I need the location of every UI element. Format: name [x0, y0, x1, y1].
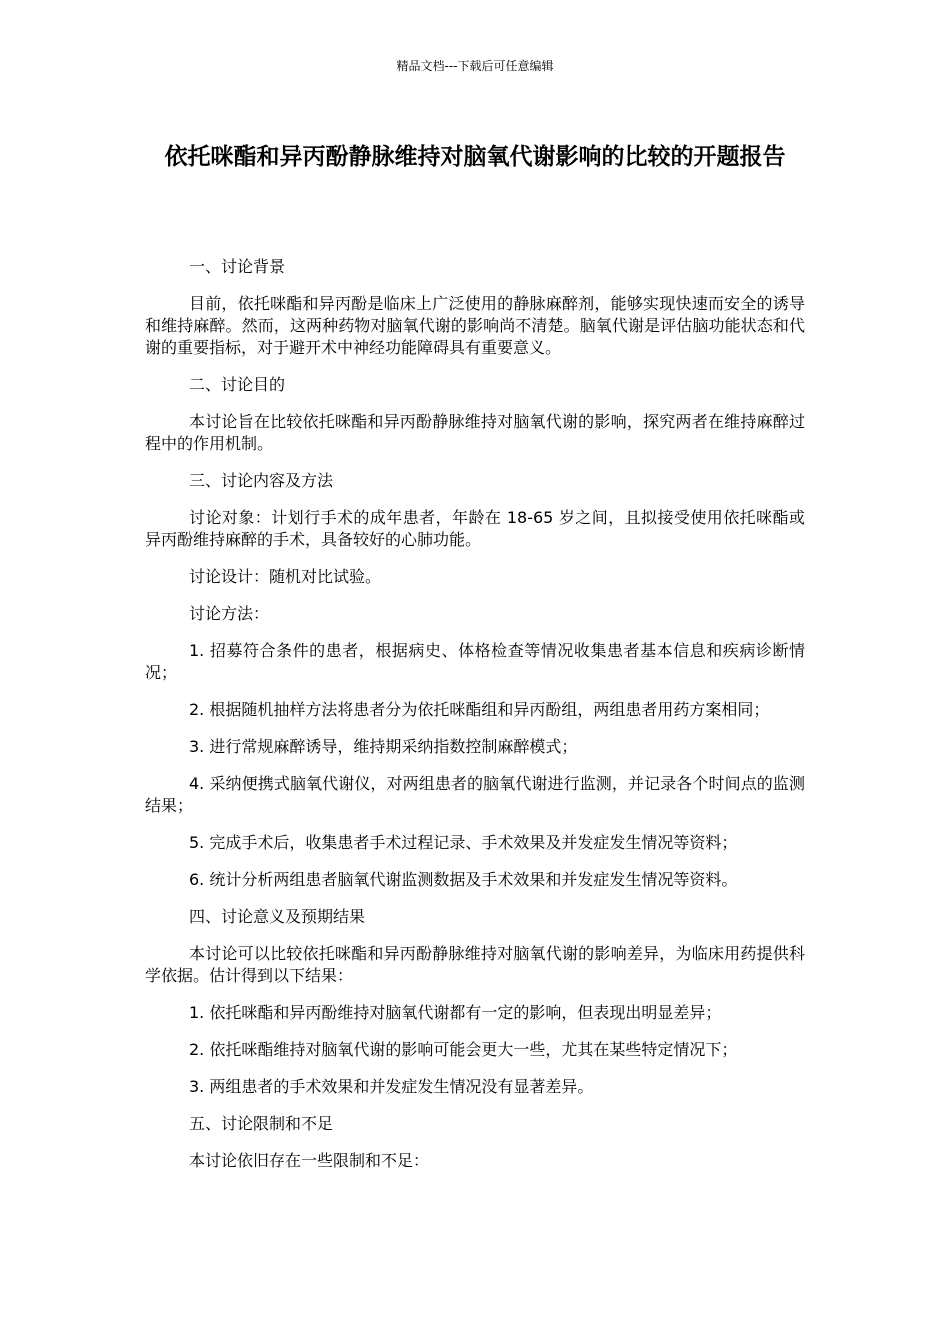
list-item: 3. 两组患者的手术效果和并发症发生情况没有显著差异。	[189, 1077, 594, 1096]
section-heading-significance: 四、讨论意义及预期结果	[189, 907, 366, 926]
list-item: 1. 依托咪酯和异丙酚维持对脑氧代谢都有一定的影响，但表现出明显差异；	[189, 1003, 722, 1022]
list-item: 2. 根据随机抽样方法将患者分为依托咪酯组和异丙酚组，两组患者用药方案相同；	[189, 700, 770, 719]
paragraph-subjects: 讨论对象：计划行手术的成年患者，年龄在 18-65 岁之间，且拟接受使用依托咪酯或异丙酚维持麻醉的手术，具备较好的心肺功能。	[145, 508, 805, 549]
list-item: 2. 依托咪酯维持对脑氧代谢的影响可能会更大一些，尤其在某些特定情况下；	[189, 1040, 738, 1059]
header-note: 精品文档---下载后可任意编辑	[396, 59, 554, 73]
paragraph-purpose: 本讨论旨在比较依托咪酯和异丙酚静脉维持对脑氧代谢的影响，探究两者在维持麻醉过程中的作用机制。	[145, 412, 805, 453]
paragraph-methods-intro: 讨论方法：	[189, 604, 270, 623]
list-item: 4. 采纳便携式脑氧代谢仪，对两组患者的脑氧代谢进行监测，并记录各个时间点的监测结果；	[145, 774, 805, 815]
paragraph-significance: 本讨论可以比较依托咪酯和异丙酚静脉维持对脑氧代谢的影响差异，为临床用药提供科学依据。估计得到以下结果：	[145, 944, 805, 985]
document-body	[145, 256, 805, 1187]
section-heading-limitations: 五、讨论限制和不足	[189, 1114, 334, 1133]
section-heading-methods: 三、讨论内容及方法	[189, 471, 334, 490]
list-item: 1. 招募符合条件的患者，根据病史、体格检查等情况收集患者基本信息和疾病诊断情况；	[145, 641, 805, 682]
list-item: 6. 统计分析两组患者脑氧代谢监测数据及手术效果和并发症发生情况等资料。	[189, 870, 738, 889]
paragraph-design: 讨论设计：随机对比试验。	[189, 567, 382, 586]
document-title: 依托咪酯和异丙酚静脉维持对脑氧代谢影响的比较的开题报告	[164, 144, 786, 170]
section-heading-purpose: 二、讨论目的	[189, 375, 286, 394]
list-item: 5. 完成手术后，收集患者手术过程记录、手术效果及并发症发生情况等资料；	[189, 833, 738, 852]
paragraph-background: 目前，依托咪酯和异丙酚是临床上广泛使用的静脉麻醉剂，能够实现快速而安全的诱导和维持麻醉。然而，这两种药物对脑氧代谢的影响尚不清楚。脑氧代谢是评估脑功能状态和代谢的重要指标，对于避开术中神经功能障碍具有重要意义。	[145, 294, 805, 357]
section-heading-background: 一、讨论背景	[189, 257, 286, 276]
paragraph-limitations: 本讨论依旧存在一些限制和不足：	[189, 1151, 430, 1170]
list-item: 3. 进行常规麻醉诱导，维持期采纳指数控制麻醉模式；	[189, 737, 578, 756]
